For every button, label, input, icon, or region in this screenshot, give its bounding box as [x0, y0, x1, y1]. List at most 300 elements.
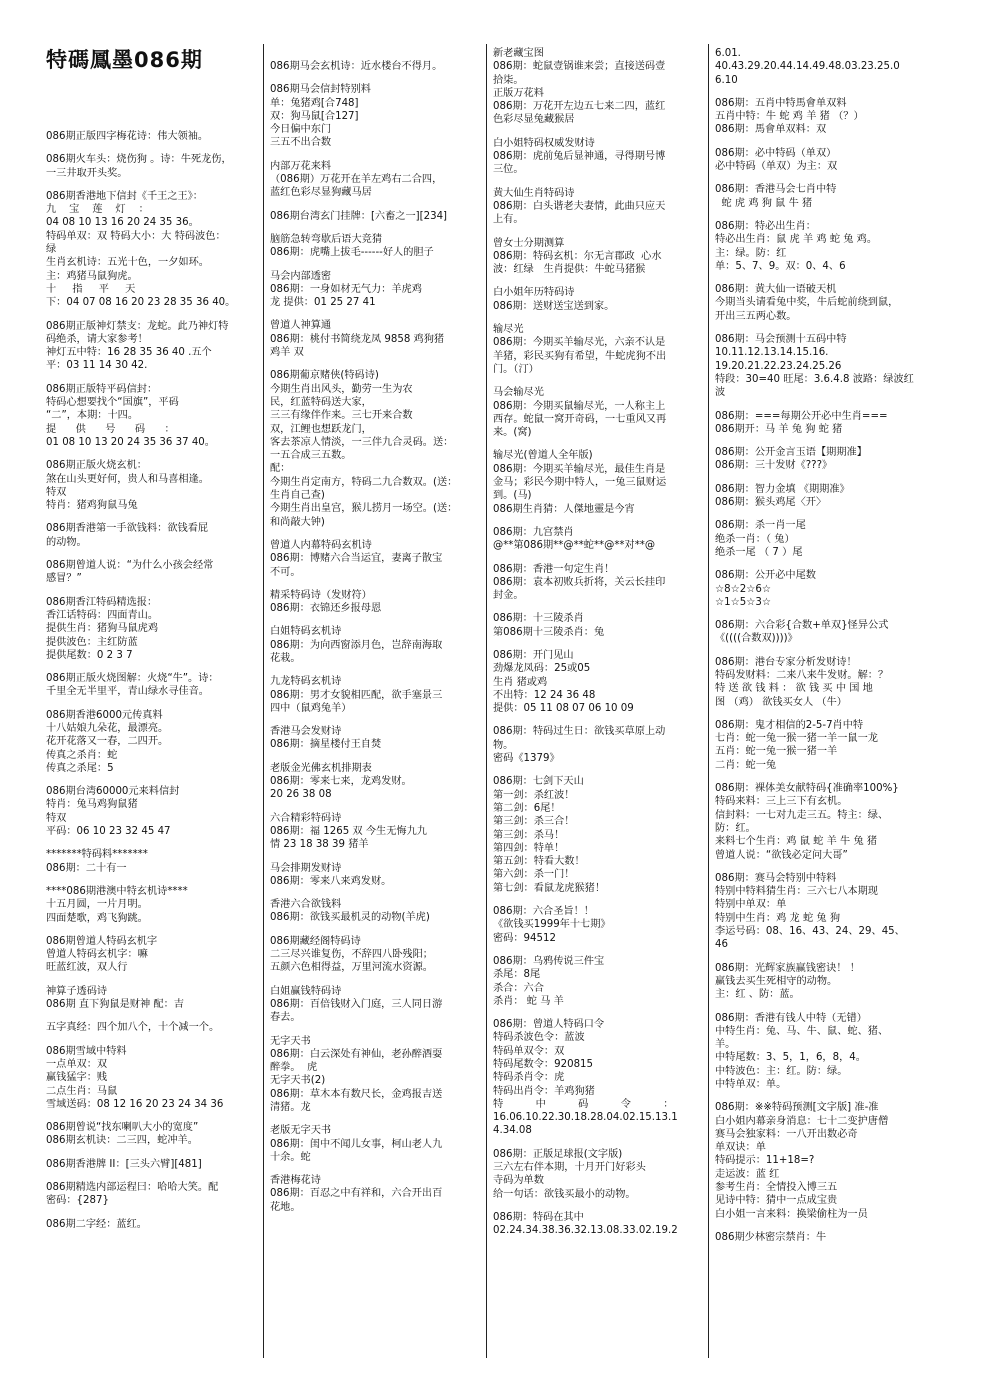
article-line: 086期：万花开左边五七来二四，蓝红 — [493, 101, 666, 113]
article-block — [270, 935, 478, 975]
article-block — [46, 320, 258, 373]
article-line: 提供：05 11 08 07 06 10 09 — [493, 703, 634, 715]
article-line: 防：红。 — [715, 822, 756, 834]
article-line: 十 指 平 天 — [46, 283, 136, 295]
article-line: 龙 提供：01 25 27 41 — [270, 297, 376, 309]
article-block — [270, 1035, 478, 1115]
article-line: 第七剑：看鼠龙虎猴猪！ — [493, 882, 606, 894]
article-line: 086期生肖猜：人傑地靈是今宵 — [493, 503, 635, 515]
article-heading: 086期香港6000元传真料 — [46, 709, 163, 721]
article-block — [270, 539, 478, 579]
article-line: ☆8☆2☆6☆ — [715, 583, 771, 595]
article-heading: 内部万花来料 — [270, 160, 332, 172]
article-line: 双：狗马鼠[合127] — [270, 110, 359, 122]
article-block — [270, 60, 478, 73]
article-line: 中特生肖：兔、马、牛、鼠、蛇、猪、 — [715, 1025, 889, 1037]
article-heading: 086期：马会预测十五码中特 — [715, 334, 847, 346]
article-heading: 六合精彩特码诗 — [270, 812, 342, 824]
article-line: 特码出肖令：羊鸡狗猪 — [493, 1085, 595, 1097]
article-line: 煞在山头更好何，贵人和马喜相逢。 — [46, 473, 209, 485]
article-line: 086期：馬會单双料：双 — [715, 124, 827, 136]
article-line: 千里全无半里平，青山绿水寻佳音。 — [46, 686, 209, 698]
article-line: 特肖：猪鸡狗鼠马兔 — [46, 500, 138, 512]
article-heading: 086期：必中特码（单双） — [715, 147, 837, 159]
article-heading: 086期正版四字梅花诗：伟大领袖。 — [46, 131, 209, 142]
article-block — [715, 483, 923, 510]
article-line: 二三尽兴谁复伤，不辞四八卧残阳； — [270, 949, 433, 961]
article-line: 086期：送财送宝送到家。 — [493, 300, 615, 312]
article-block — [270, 625, 478, 665]
article-line: 086期：百倍钱财入门庭，三人同日游 — [270, 998, 443, 1010]
article-block — [270, 985, 478, 1025]
article-line: 双，江鲤也想跃龙门， — [270, 423, 372, 435]
article-block — [46, 522, 258, 549]
article-line: 杀合：六合 — [493, 982, 544, 994]
article-heading: 086期：黄大仙一语破天机 — [715, 284, 837, 296]
article-line: 086期：今期买羊输尽光，最佳生肖是 — [493, 463, 666, 475]
article-line: 正版万花料 — [493, 87, 544, 99]
article-heading: 086期：特码在其中 — [493, 1211, 584, 1223]
article-line: 平：03 11 14 30 42. — [46, 360, 148, 372]
article-line: 醉拳。 虎 — [270, 1062, 318, 1074]
article-heading: 086期：六合彩{合数+单双}怪异公式 — [715, 620, 889, 632]
article-heading: 黄大仙生肖特码诗 — [493, 187, 575, 199]
article-heading: 马会输尽光 — [493, 387, 544, 399]
article-heading: 086期：六合圣旨！！ — [493, 906, 594, 918]
article-heading: 香港梅花诗 — [270, 1175, 321, 1187]
column-divider — [486, 44, 487, 1358]
article-heading: 白小姐特码权威发财诗 — [493, 137, 595, 149]
article-line: 图 （鸡） 欲钱买女人 （牛） — [715, 696, 847, 708]
article-line: 蓝红色彩尽显狗藏马居 — [270, 187, 372, 199]
article-block — [493, 526, 699, 553]
article-line: 香江话特码：四面青山。 — [46, 609, 159, 621]
article-line: 劲爆龙凤码：25或05 — [493, 663, 591, 675]
article-line: 第二剑：6尾！ — [493, 802, 561, 814]
article-line: 086期玄机诀：二三四，蛇冲羊。 — [46, 1135, 198, 1147]
article-line: 086期：今期买鼠输尽光，一人称主上 — [493, 400, 666, 412]
article-heading: 086期：鬼才相信的2-5-7肖中特 — [715, 719, 864, 731]
article-line: 提供尾数：0 2 3 7 — [46, 649, 133, 661]
article-heading: 白姐赢钱特码诗 — [270, 985, 342, 997]
article-block — [270, 675, 478, 715]
article-line: 今期生肖出皇宫，猴儿捞月一场空。(送： — [270, 503, 458, 515]
article-line: 物。 — [493, 739, 514, 751]
article-line: 到。(马) — [493, 490, 532, 502]
article-heading: 086期香港地下信封《千王之王》： — [46, 190, 203, 202]
article-heading: 白小姐年历特码诗 — [493, 287, 575, 299]
article-line: 今日偏中东门 — [270, 124, 332, 136]
article-line: 曾道人说：“欲钱必定问大哥” — [715, 849, 848, 861]
article-line: 三六左右伴本期，十月开门好彩头 — [493, 1162, 646, 1174]
article-line: 春去。 — [270, 1012, 301, 1024]
article-heading: 086期：特必出生肖： — [715, 220, 816, 232]
article-line: 086期：特码玄机：尔无言郡政 心水 — [493, 250, 662, 262]
article-heading: 086期正版火烧玄机： — [46, 460, 147, 472]
article-line: 赢钱去买生死相守的动物。 — [715, 975, 838, 987]
article-line: 086期：一身如材无气力：羊虎鸡 — [270, 283, 422, 295]
article-line: 和尚敲大钟) — [270, 516, 325, 528]
column-4 — [715, 47, 923, 1360]
article-block — [46, 1045, 258, 1111]
article-line: 086期：福 1265 双 今生无悔九九 — [270, 825, 427, 837]
article-heading: 086期：十三陵杀肖 — [493, 613, 584, 625]
article-line: 来料七个生肖：鸡 鼠 蛇 羊 牛 兔 猪 — [715, 836, 878, 848]
article-line: 086期开：马 羊 兔 狗 蛇 猪 — [715, 423, 843, 435]
article-heading: 曾道人神算通 — [270, 320, 332, 332]
article-line: 波：红绿 生肖提供：牛蛇马猪猴 — [493, 264, 646, 276]
article-block — [46, 1121, 258, 1148]
article-block — [46, 672, 258, 699]
article-line: 二肖：蛇一兔 — [715, 759, 777, 771]
article-line: 《欲钱买1999年十七期》 — [493, 919, 611, 931]
article-heading: 精采特码诗（发财符） — [270, 589, 372, 601]
article-line: 不可。 — [270, 566, 301, 578]
article-heading: 086期：香港马会七肖中特 — [715, 184, 837, 196]
article-heading: 086期葡京赌侠(特码诗) — [270, 370, 379, 382]
article-block — [46, 985, 258, 1012]
article-line: 密码：94512 — [493, 932, 556, 944]
column-divider — [263, 44, 264, 1358]
article-block — [715, 569, 923, 609]
article-block — [715, 719, 923, 772]
article-block — [270, 369, 478, 529]
article-block — [493, 323, 699, 376]
article-line: 02.24.34.38.36.32.13.08.33.02.19.2 — [493, 1225, 678, 1237]
article-block — [715, 962, 923, 1002]
article-block — [270, 160, 478, 200]
article-block — [493, 286, 699, 313]
article-block — [715, 283, 923, 323]
article-line: 086期：今期买羊输尽光，六亲不认是 — [493, 337, 666, 349]
article-line: 086期 直下狗鼠是财神 配：吉 — [46, 999, 184, 1011]
article-line: 配： — [270, 463, 291, 475]
article-heading: 马会内部透密 — [270, 270, 332, 282]
article-heading: 086期：五肖中特馬會单双料 — [715, 97, 847, 109]
article-heading: 086期正版火烧图解：火烧“牛”。诗： — [46, 673, 219, 685]
article-line: 086期：二十有一 — [46, 862, 127, 874]
article-heading: 香港马会发财诗 — [270, 726, 342, 738]
article-line: 086期：零来七来，龙鸡发财。 — [270, 776, 412, 788]
article-line: 十余。蛇 — [270, 1151, 311, 1163]
article-block — [715, 147, 923, 174]
article-line: 19.20.21.22.23.24.25.26 — [715, 360, 842, 372]
article-block — [270, 210, 478, 223]
article-heading: 五字真经：四个加八个，十个减一个。 — [46, 1022, 220, 1034]
article-block — [46, 459, 258, 512]
article-block — [46, 935, 258, 975]
article-line: 46 — [715, 939, 728, 951]
article-line: 单：兔猪鸡[合748] — [270, 97, 359, 109]
article-line: 086期：零来八来鸡发财。 — [270, 875, 392, 887]
article-block — [493, 649, 699, 715]
article-block — [46, 1218, 258, 1231]
article-block — [270, 83, 478, 149]
article-block — [493, 563, 699, 603]
article-line: 086期：草木本有数尺长，金鸡报吉送 — [270, 1088, 443, 1100]
article-line: 单双诀：单 — [715, 1142, 766, 1154]
article-line: 四面楚歌，鸡飞狗跳。 — [46, 912, 148, 924]
article-line: 一点单双：双 — [46, 1058, 108, 1070]
article-line: 参考生肖：全情投入博三五 — [715, 1182, 838, 1194]
article-line: 4.34.08 — [493, 1125, 532, 1137]
article-line: 门。（汀） — [493, 363, 539, 375]
article-line: 五肖：蛇一兔一猴一猪一羊 — [715, 746, 838, 758]
article-line: 086期：博赌六合当运宜，妻离子散宝 — [270, 553, 443, 565]
article-block — [270, 812, 478, 852]
article-line: 40.43.29.20.44.14.49.48.03.23.25.0 — [715, 61, 900, 73]
article-line: 特码单双：双 特码大小：大 特码波色： — [46, 230, 226, 242]
article-heading: 086期：※※特码预测[文字版] 准-准 — [715, 1102, 879, 1114]
article-heading: 086期二字经：蓝红。 — [46, 1218, 147, 1230]
article-heading: 脑筋急转弯歇后语大竞猜 — [270, 233, 383, 245]
article-line: 感冒？” — [46, 573, 82, 585]
article-block — [493, 725, 699, 765]
article-line: 羊猪，彩民买狗有希望，牛蛇虎狗不出 — [493, 350, 667, 362]
article-line: 特码发财料：二来八来牛发财。解：？ — [715, 669, 889, 681]
article-block — [270, 319, 478, 359]
article-block — [493, 905, 699, 945]
column-1 — [46, 130, 258, 1360]
article-heading: 086期：香港有钱人中特（无错） — [715, 1012, 867, 1024]
article-line: 20 26 38 08 — [270, 789, 332, 801]
article-line: 01 08 10 13 20 24 35 36 37 40。 — [46, 436, 215, 448]
article-line: 特 送 欲 钱 料 ： 欲 钱 买 中 国 地 — [715, 683, 873, 695]
article-line: 开出三五两心数。 — [715, 310, 797, 322]
article-block — [270, 762, 478, 802]
article-block — [715, 1012, 923, 1092]
article-line: 特码心想要找个“国旗”，平码 — [46, 397, 179, 409]
article-line: 码绝杀，请大家参考！ — [46, 333, 148, 345]
article-block — [270, 589, 478, 616]
article-line: （086期）万花开在羊左鸡右二合四， — [270, 174, 443, 186]
article-block — [715, 619, 923, 646]
article-line: 特码杀波色令：蓝波 — [493, 1032, 585, 1044]
article-line: 传真之杀尾：5 — [46, 762, 114, 774]
article-line: 传真之杀肖：蛇 — [46, 749, 118, 761]
article-heading: 086期香江特码精选报： — [46, 596, 158, 608]
article-block — [46, 596, 258, 662]
article-line: 第四剑：特单！ — [493, 842, 565, 854]
article-line: 特段：30=40 旺尾：3.6.4.8 波路：绿波红 — [715, 373, 914, 385]
article-heading: 香港六合欲钱料 — [270, 899, 342, 911]
article-line: 086期：为向西窗添月色，岂辞南海取 — [270, 639, 443, 651]
article-line: 波 — [715, 387, 726, 399]
article-heading: 086期：裸体美女献特码{准确率100%} — [715, 783, 899, 795]
article-line: 绿 — [46, 244, 57, 256]
article-heading: 6.01. — [715, 48, 741, 59]
article-block — [715, 97, 923, 137]
article-heading: 086期：公开金言玉语【期期准】 — [715, 447, 867, 459]
article-heading: 086期雪域中特料 — [46, 1045, 127, 1057]
article-line: 086期：白头谐老夫妻情，此曲只应天 — [493, 200, 666, 212]
article-heading: 086期曾道人特码玄机字 — [46, 935, 158, 947]
article-line: 10.11.12.13.14.15.16. — [715, 347, 829, 359]
article-line: 信封料：一七对九走三五。特主：绿、 — [715, 809, 889, 821]
article-heading: 086期：正版足球报(文字版) — [493, 1148, 623, 1160]
article-line: 第一剑：杀红波！ — [493, 789, 575, 801]
article-block — [715, 872, 923, 952]
article-line: 走运波：蓝 红 — [715, 1168, 780, 1180]
column-2 — [270, 60, 478, 1360]
article-line: 086期：袁本初败兵折将，关云长挂印 — [493, 576, 666, 588]
article-heading: 无字天书 — [270, 1035, 311, 1047]
article-block — [493, 187, 699, 227]
article-line: 金马；彩民今期中特人，一兔三鼠财运 — [493, 477, 667, 489]
article-heading: 老版金光佛玄机排期表 — [270, 762, 372, 774]
article-heading: 086期：光辉家族赢钱密诀！ ！ — [715, 962, 860, 974]
article-heading: 086期：开门见山 — [493, 649, 574, 661]
article-heading: 086期：九宫禁肖 — [493, 526, 574, 538]
article-block — [46, 559, 258, 586]
article-line: 提 供 号 码 ： — [46, 423, 175, 435]
article-line: 西存。蛇鼠一窝开奇码，一七重风又再 — [493, 413, 667, 425]
article-block — [493, 612, 699, 639]
article-line: 生肖自己查) — [270, 490, 325, 502]
article-line: 花地。 — [270, 1201, 301, 1213]
article-heading: 曾道人内幕特码玄机诗 — [270, 539, 372, 551]
article-line: 李运号码：08、16、43、24、29、45、 — [715, 926, 905, 938]
page-title: 特碼鳳墨086期 — [46, 48, 203, 72]
article-line: 086期：男才女貌相匹配，欲手塞景三 — [270, 689, 443, 701]
article-line: 见诗中特：猜中一点成宝贵 — [715, 1195, 838, 1207]
article-line: 七肖：蛇一兔一猴一猪一羊一鼠一龙 — [715, 733, 878, 745]
article-heading: ****086期港澳中特玄机诗**** — [46, 885, 188, 897]
article-line: 特必出生肖：鼠 虎 羊 鸡 蛇 兔 鸡。 — [715, 234, 878, 246]
article-heading: 白姐特码玄机诗 — [270, 626, 342, 638]
article-line: 主：鸡猪马鼠狗虎。 — [46, 270, 138, 282]
article-line: 必中特码（单双）为主：双 — [715, 161, 838, 173]
article-line: 一三井取开头奖。 — [46, 167, 128, 179]
article-line: 086期：三十发财《???》 — [715, 460, 833, 472]
article-line: @**第086期**@**蛇**@**对**@ — [493, 540, 656, 552]
article-line: 五肖中特：牛 蛇 鸡 羊 猪 （？） — [715, 111, 864, 123]
article-line: 三三有缘伴作来。三七开来合数 — [270, 410, 413, 422]
article-block — [715, 1101, 923, 1221]
article-heading: 086期：赛马会特别中特料 — [715, 872, 837, 884]
article-line: 6.10 — [715, 74, 738, 86]
article-heading: 086期正版特平码信封： — [46, 383, 158, 395]
article-line: 密码：{287} — [46, 1195, 109, 1207]
article-line: 04 08 10 13 16 20 24 35 36。 — [46, 217, 199, 229]
article-line: 三五不出合数 — [270, 137, 332, 149]
article-line: 绝杀一肖：（ 兔） — [715, 533, 795, 545]
article-heading: 086期曾说“找东喇叭大小的宽度” — [46, 1122, 199, 1134]
article-heading: 086期马会信封特别料 — [270, 84, 371, 96]
article-heading: 086期：港台专家分析发财诗！ — [715, 656, 857, 668]
article-line: 民，红蓝特码送大家， — [270, 396, 372, 408]
article-heading: 086期：七剑下天山 — [493, 776, 584, 788]
article-line: 五颜六色相得益，万里河流水资源。 — [270, 962, 433, 974]
article-line: 第086期十三陵杀肖：兔 — [493, 626, 605, 638]
article-line: 16.06.10.22.30.18.28.04.02.15.13.1 — [493, 1112, 678, 1124]
column-3 — [493, 47, 699, 1360]
article-heading: 086期：特码过生日：欲钱买草原上动 — [493, 726, 666, 738]
article-line: 特 中 码 令 ： — [493, 1098, 674, 1110]
article-block — [270, 725, 478, 752]
article-block — [493, 137, 699, 177]
article-line: 蛇 虎 鸡 狗 鼠 牛 猪 — [715, 197, 813, 209]
article-line: “二”，本期：十四。 — [46, 410, 139, 422]
article-line: 086期：猴头鸡尾〈开〉 — [715, 497, 827, 509]
article-line: 清猪。龙 — [270, 1102, 311, 1113]
article-heading: 神算子透码诗 — [46, 985, 108, 997]
article-line: 旺蓝红波，双人行 — [46, 962, 128, 974]
article-heading: 086期少林密宗禁肖：牛 — [715, 1231, 827, 1243]
article-line: 杀尾：8尾 — [493, 969, 541, 981]
article-heading: 086期：杀一肖一尾 — [715, 520, 806, 532]
article-block — [46, 848, 258, 875]
article-line: 白小姐内幕亲身消息：七十二变护唐僧 — [715, 1115, 889, 1127]
article-heading: 086期精选内部运程曰：哈哈大笑。配 — [46, 1182, 219, 1193]
article-block — [46, 885, 258, 925]
article-line: 086期：虎前兔后显神通，寻得期号博 — [493, 151, 666, 163]
article-line: 羊。 — [715, 1039, 736, 1051]
article-line: 中特波色：主：红。防：绿。 — [715, 1065, 848, 1077]
article-line: 雪域送码：08 12 16 20 23 24 34 36 — [46, 1098, 224, 1110]
article-line: 九 宝 莲 灯 ： — [46, 204, 149, 216]
article-block — [46, 383, 258, 449]
article-block — [493, 237, 699, 277]
article-heading: 086期香港第一手欲钱料：欲钱看屁 — [46, 523, 209, 535]
article-line: 086期：白云深处有神仙，老孙醉酒耍 — [270, 1048, 443, 1060]
article-heading: 086期：香港一句定生肖！ — [493, 563, 615, 575]
article-block — [46, 709, 258, 775]
article-heading: 086期藏经阁特码诗 — [270, 935, 361, 947]
article-line: 二点生肖：马鼠 — [46, 1085, 118, 1097]
article-line: ☆1☆5☆3☆ — [715, 596, 771, 608]
article-block — [46, 130, 258, 143]
article-line: 上有。 — [493, 214, 524, 226]
article-block — [46, 1181, 258, 1208]
article-line: 四中（鼠鸡兔羊） — [270, 702, 352, 714]
article-block — [46, 153, 258, 180]
article-line: 十八姑娘九朵花，最漂亮。 — [46, 722, 169, 734]
article-line: 花栽。 — [270, 652, 301, 664]
article-line: 赢钱猛字：贱 — [46, 1072, 108, 1084]
article-block — [270, 233, 478, 260]
article-heading: 086期台湾60000元来料信封 — [46, 786, 180, 798]
article-block — [46, 785, 258, 838]
article-line: 赛马会独家料：一八开出数必奇 — [715, 1128, 858, 1140]
article-heading: 086期正版神灯禁支：龙蛇。此乃神灯特 — [46, 320, 229, 332]
article-heading: 086期台湾玄门挂牌：[六畜之一][234] — [270, 210, 448, 222]
article-heading: 086期曾道人说：“为什么小孩会经常 — [46, 560, 214, 572]
article-line: 杀肖： 蛇 马 羊 — [493, 995, 564, 1007]
article-line: 086期：百忍之中有祥和，六合开出百 — [270, 1188, 443, 1200]
article-heading: 086期：乌鸦传说三件宝 — [493, 955, 605, 967]
article-line: 第三剑：杀马！ — [493, 829, 565, 841]
article-block — [715, 1231, 923, 1244]
article-block — [46, 1158, 258, 1171]
article-line: 来。(窝) — [493, 427, 532, 439]
article-line: 086期：欲钱买最机灵的动物(羊虎) — [270, 912, 430, 924]
article-line: 今期生肖定南方，特码二九合数双。(送： — [270, 476, 458, 488]
article-line: 主：红 、防：蓝。 — [715, 989, 800, 1001]
article-line: 今期当头请看兔中奖，牛后蛇前绕到鼠， — [715, 297, 899, 309]
article-line: 封金。 — [493, 590, 524, 602]
article-line: 花开花落又一春，二四开。 — [46, 736, 169, 748]
article-block — [493, 1211, 699, 1238]
article-block — [46, 1021, 258, 1034]
article-line: 中特尾数：3、5，1，6，8，4。 — [715, 1052, 866, 1064]
article-line: 色彩尽显兔藏猴居 — [493, 114, 575, 126]
article-line: 无字天书(2) — [270, 1075, 326, 1087]
article-block — [715, 656, 923, 709]
article-heading: 086期马会玄机诗：近水楼台不得月。 — [270, 61, 443, 72]
article-line: 十五月圆，一片月明。 — [46, 899, 148, 911]
article-block — [715, 446, 923, 473]
